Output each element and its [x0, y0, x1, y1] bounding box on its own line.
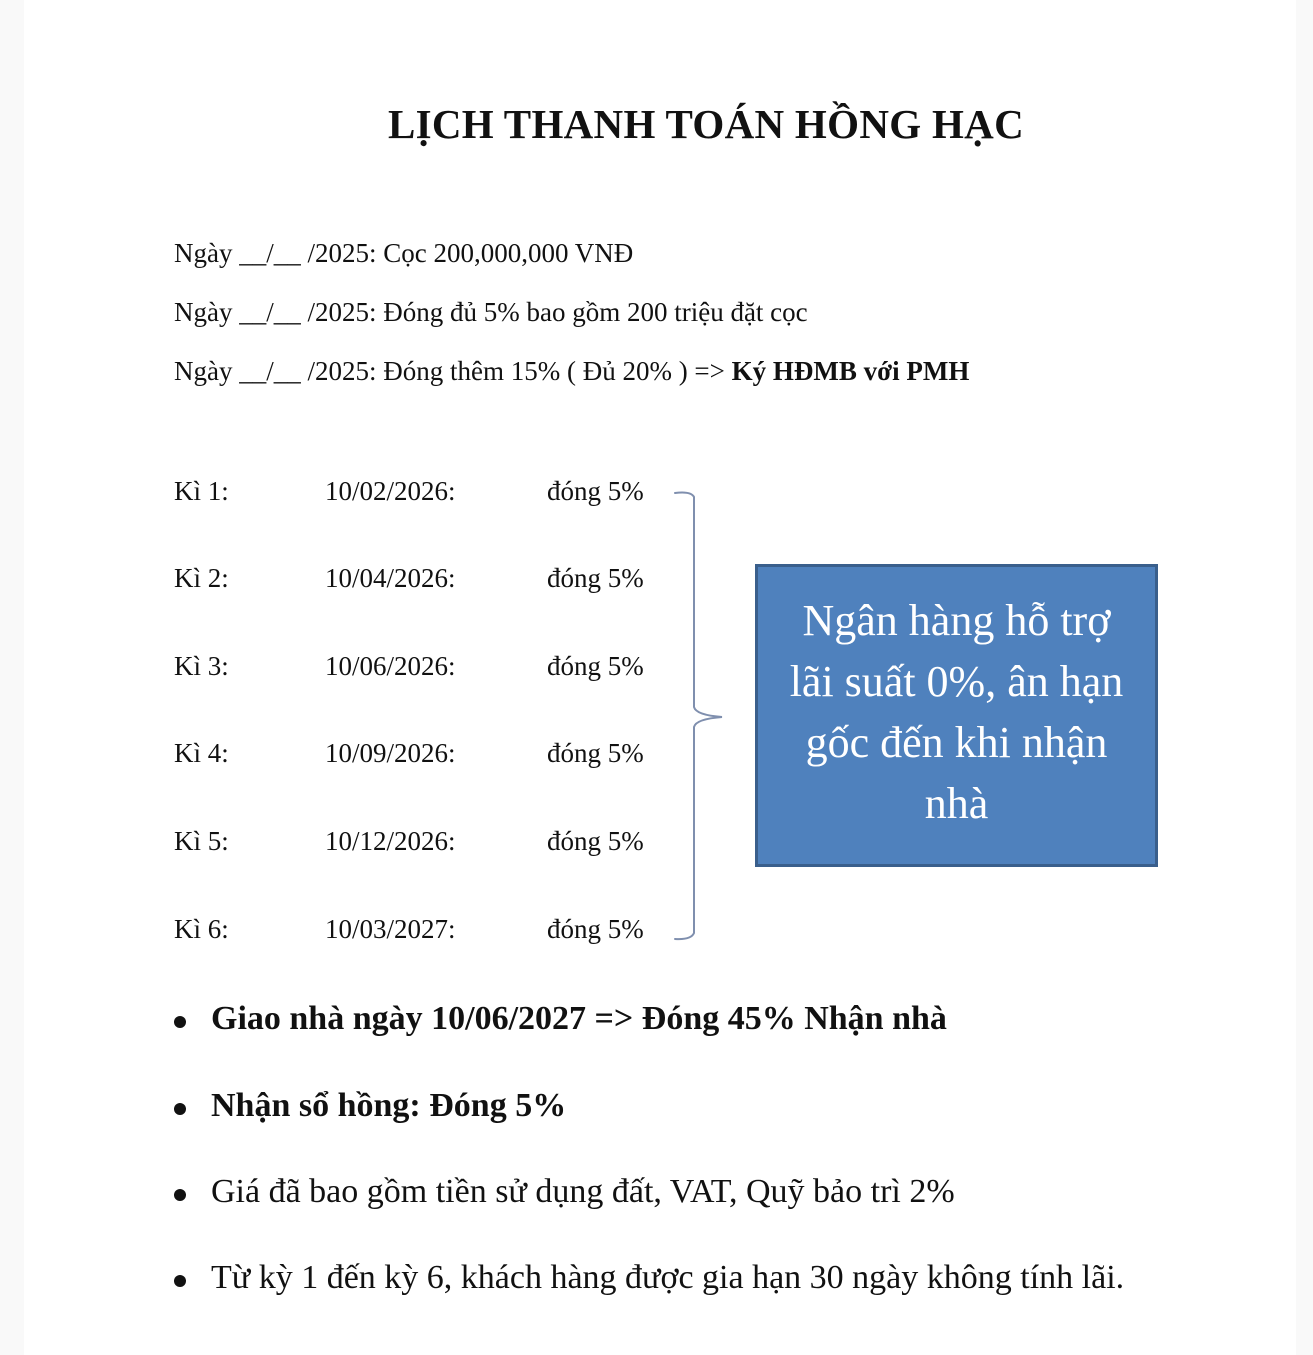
installment-amount: đóng 5% [547, 738, 644, 768]
installment-date: 10/09/2026: [325, 738, 456, 768]
intro-line-deposit [174, 238, 633, 269]
installment-amount: đóng 5% [547, 476, 644, 506]
installment-amount: đóng 5% [547, 826, 644, 856]
intro-line-5-percent [174, 297, 808, 328]
list-item-text: Từ kỳ 1 đến kỳ 6, khách hàng được gia hạn 30 ngày không tính lãi. [211, 1259, 1125, 1296]
bullet-icon [174, 1189, 186, 1201]
bullet-icon [174, 1275, 186, 1287]
bullet-icon [174, 1103, 186, 1115]
installment-label: Kì 2: [174, 563, 229, 593]
installment-date: 10/06/2026: [325, 651, 456, 681]
installment-amount: đóng 5% [547, 563, 644, 593]
right-brace-icon [669, 485, 729, 945]
list-item-text: Nhận sổ hồng: Đóng 5% [211, 1087, 567, 1124]
intro-text: Ngày __/__ /2025: Đóng đủ 5% bao gồm 200 triệu đặt cọc [174, 297, 808, 327]
document-page [24, 0, 1296, 1355]
installment-date: 10/02/2026: [325, 476, 456, 506]
intro-bold-contract: Ký HĐMB với PMH [731, 356, 970, 386]
installment-date: 10/04/2026: [325, 563, 456, 593]
installment-amount: đóng 5% [547, 914, 644, 944]
intro-line-contract [174, 356, 969, 387]
installment-label: Kì 4: [174, 738, 229, 768]
document-title: LỊCH THANH TOÁN HỒNG HẠC [388, 101, 1024, 147]
list-item-text: Giao nhà ngày 10/06/2027 => Đóng 45% Nhận nhà [211, 1000, 947, 1037]
installment-label: Kì 1: [174, 476, 229, 506]
intro-text: Ngày __/__ /2025: Đóng thêm 15% ( Đủ 20% ) => [174, 356, 732, 386]
intro-text: Ngày __/__ /2025: Cọc 200,000,000 VNĐ [174, 238, 634, 268]
installment-label: Kì 5: [174, 826, 229, 856]
installment-amount: đóng 5% [547, 651, 644, 681]
installment-date: 10/03/2027: [325, 914, 456, 944]
list-item-text: Giá đã bao gồm tiền sử dụng đất, VAT, Quỹ bảo trì 2% [211, 1173, 955, 1210]
installment-label: Kì 6: [174, 914, 229, 944]
bank-support-note [755, 564, 1158, 867]
bank-support-text: Ngân hàng hỗ trợ lãi suất 0%, ân hạn gốc đến khi nhận nhà [789, 595, 1124, 828]
installment-date: 10/12/2026: [325, 826, 456, 856]
installment-label: Kì 3: [174, 651, 229, 681]
bullet-icon [174, 1016, 186, 1028]
